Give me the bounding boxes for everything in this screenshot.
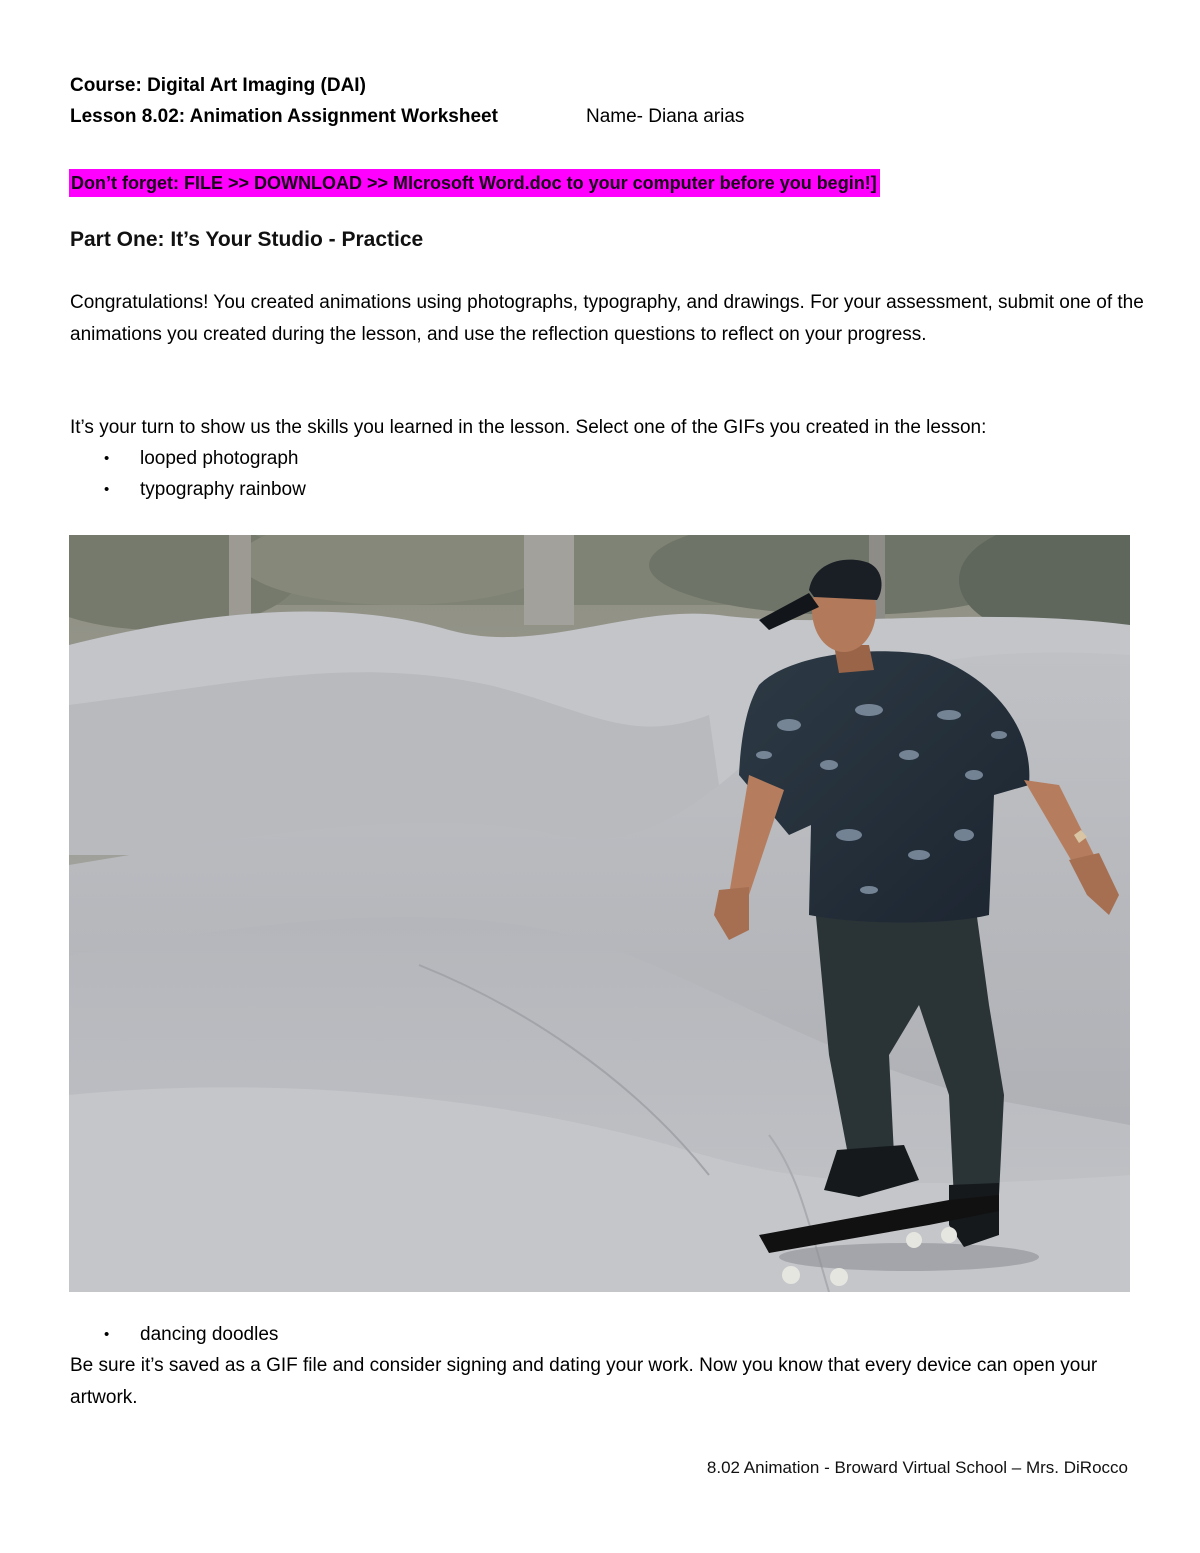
download-reminder: Don’t forget: FILE >> DOWNLOAD >> MIcrosoft Word.doc to your computer before you begin!]: [69, 169, 880, 197]
instruction-paragraph: It’s your turn to show us the skills you learned in the lesson. Select one of the GIFs you created in the lesson:: [70, 417, 987, 438]
skateboarder-photo: [69, 535, 1130, 1292]
bullet-icon: •: [104, 481, 110, 498]
list-item-label: typography rainbow: [140, 479, 306, 500]
list-item-label: looped photograph: [140, 448, 299, 469]
lesson-header: [70, 101, 744, 132]
bullet-icon: •: [104, 1326, 110, 1343]
page-footer: 8.02 Animation - Broward Virtual School – Mrs. DiRocco: [706, 1458, 1128, 1477]
list-item: [104, 1319, 278, 1350]
part-one-heading: Part One: It’s Your Studio - Practice: [70, 228, 424, 251]
list-item: [104, 443, 298, 474]
student-name-field[interactable]: Name- Diana arias: [586, 106, 745, 127]
list-item: [104, 474, 306, 505]
closing-paragraph: Be sure it’s saved as a GIF file and consider signing and dating your work. Now you know that every device can open your artwork.: [70, 1355, 1098, 1408]
list-item-label: dancing doodles: [140, 1324, 279, 1345]
lesson-title: Lesson 8.02: Animation Assignment Worksheet: [70, 106, 498, 127]
course-title: Course: Digital Art Imaging (DAI): [70, 75, 366, 96]
bullet-icon: •: [104, 450, 110, 467]
intro-paragraph: Congratulations! You created animations using photographs, typography, and drawings. For your assessment, submit one of the animations you created during the lesson, and use the reflection questions to reflect on your progress.: [70, 292, 1144, 345]
